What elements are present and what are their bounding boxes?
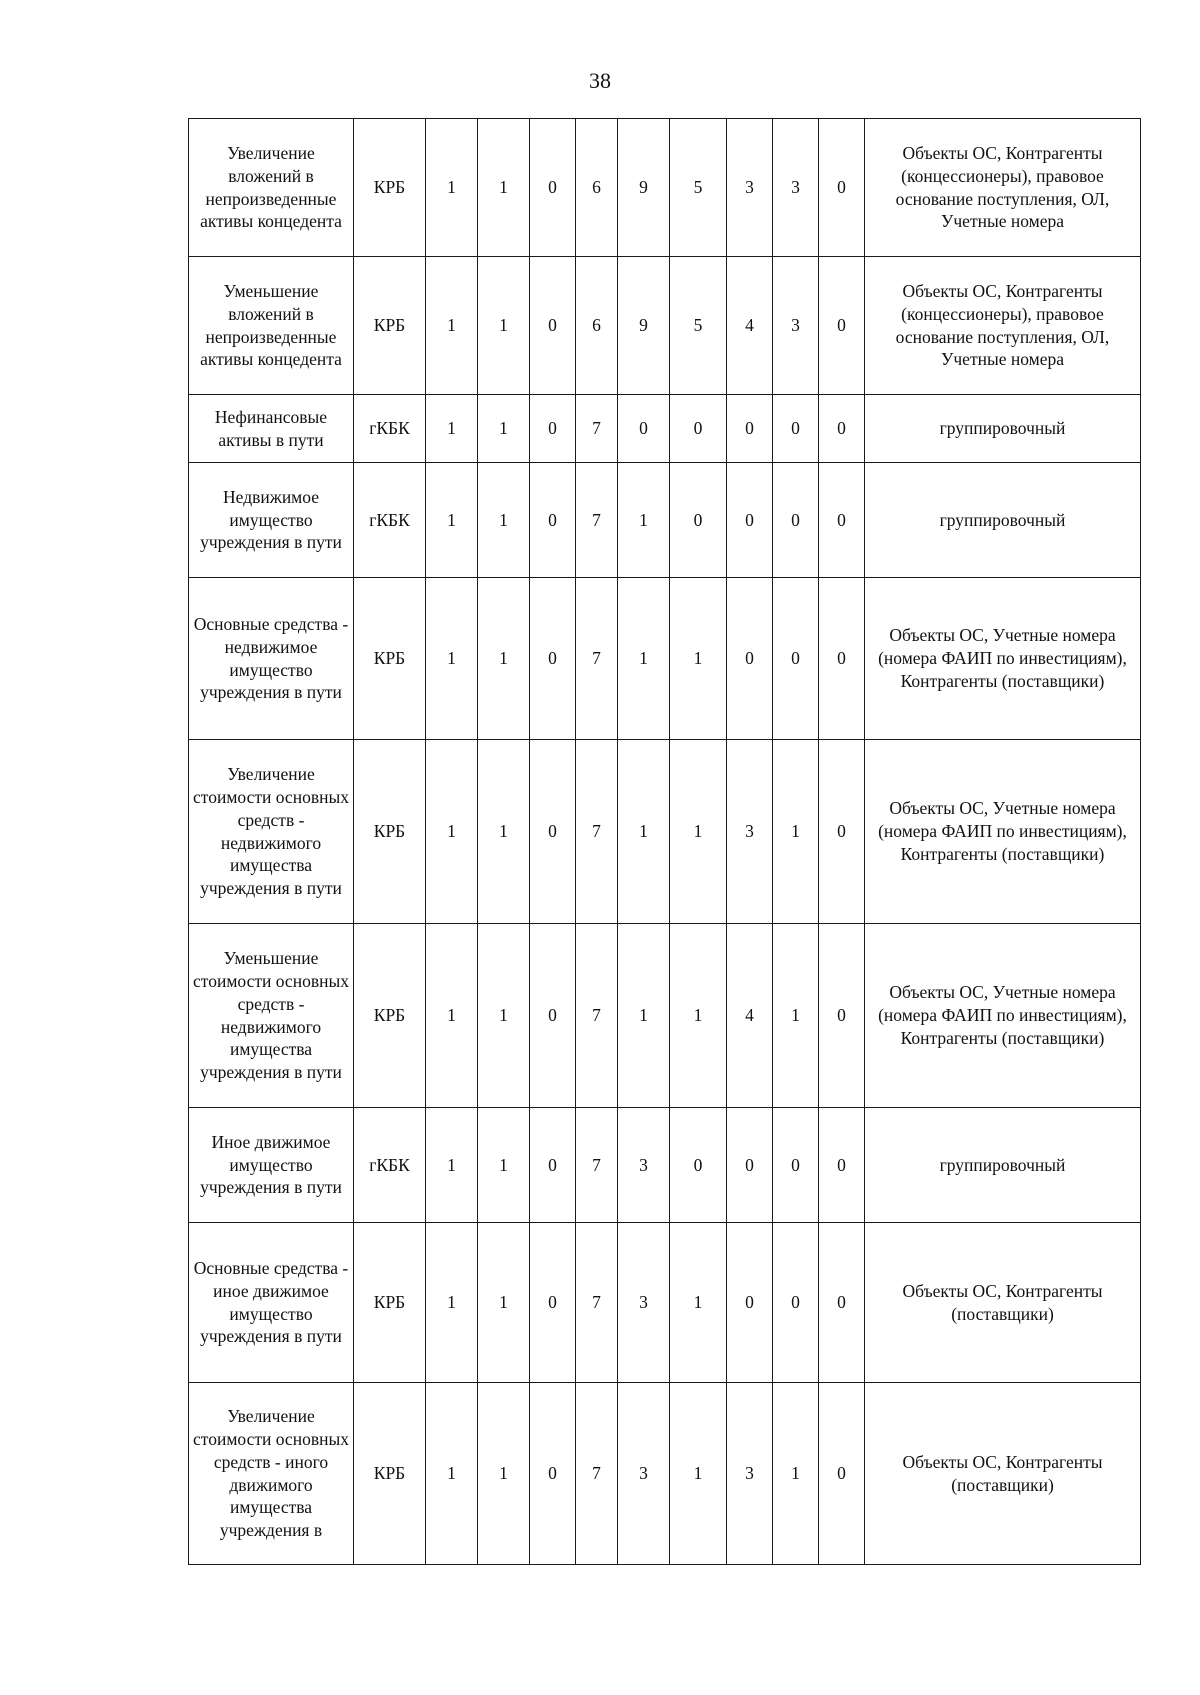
table-row — [189, 119, 1141, 257]
code-digit-cell: 0 — [670, 1108, 727, 1223]
code-digit-cell: 7 — [576, 1383, 618, 1565]
account-name-cell: Уменьшение вложений в непроизведенные активы концедента — [189, 257, 354, 395]
accounts-table-body — [189, 119, 1141, 1565]
code-digit-cell: 1 — [478, 119, 530, 257]
code-digit-cell: 1 — [478, 1223, 530, 1383]
code-digit-cell: 0 — [670, 463, 727, 578]
code-digit-cell: 6 — [576, 257, 618, 395]
code-digit-cell: 1 — [426, 395, 478, 463]
code-digit-cell: 1 — [478, 740, 530, 924]
code-digit-cell: 0 — [530, 578, 576, 740]
code-digit-cell: 1 — [773, 1383, 819, 1565]
code-digit-cell: 0 — [727, 463, 773, 578]
code-digit-cell: 0 — [727, 1223, 773, 1383]
code-digit-cell: 1 — [670, 1223, 727, 1383]
code-digit-cell: 1 — [426, 257, 478, 395]
code-digit-cell: 1 — [478, 924, 530, 1108]
code-digit-cell: 7 — [576, 740, 618, 924]
analytics-cell: Объекты ОС, Учетные номера (номера ФАИП по инвестициям), Контрагенты (поставщики) — [865, 924, 1141, 1108]
code-digit-cell: 5 — [670, 257, 727, 395]
code-digit-cell: 7 — [576, 578, 618, 740]
code-digit-cell: 0 — [773, 1223, 819, 1383]
code-digit-cell: 0 — [773, 578, 819, 740]
code-digit-cell: 3 — [773, 119, 819, 257]
code-digit-cell: 3 — [618, 1108, 670, 1223]
account-type-cell: гКБК — [354, 395, 426, 463]
code-digit-cell: 1 — [618, 924, 670, 1108]
code-digit-cell: 1 — [670, 578, 727, 740]
code-digit-cell: 0 — [819, 257, 865, 395]
code-digit-cell: 0 — [530, 257, 576, 395]
page-number: 38 — [589, 68, 611, 93]
account-type-cell: КРБ — [354, 1383, 426, 1565]
code-digit-cell: 1 — [426, 1223, 478, 1383]
analytics-cell: Объекты ОС, Учетные номера (номера ФАИП по инвестициям), Контрагенты (поставщики) — [865, 740, 1141, 924]
code-digit-cell: 1 — [478, 463, 530, 578]
code-digit-cell: 4 — [727, 257, 773, 395]
code-digit-cell: 0 — [727, 578, 773, 740]
analytics-cell: Объекты ОС, Контрагенты (поставщики) — [865, 1383, 1141, 1565]
code-digit-cell: 0 — [819, 119, 865, 257]
analytics-cell: группировочный — [865, 395, 1141, 463]
code-digit-cell: 4 — [727, 924, 773, 1108]
code-digit-cell: 9 — [618, 119, 670, 257]
account-name-cell: Увеличение стоимости основных средств - недвижимого имущества учреждения в пути — [189, 740, 354, 924]
code-digit-cell: 1 — [426, 1383, 478, 1565]
account-name-cell: Иное движимое имущество учреждения в пути — [189, 1108, 354, 1223]
account-type-cell: КРБ — [354, 119, 426, 257]
account-name-cell: Увеличение вложений в непроизведенные активы концедента — [189, 119, 354, 257]
analytics-cell: группировочный — [865, 463, 1141, 578]
code-digit-cell: 3 — [727, 1383, 773, 1565]
code-digit-cell: 7 — [576, 395, 618, 463]
code-digit-cell: 0 — [530, 1108, 576, 1223]
code-digit-cell: 3 — [618, 1383, 670, 1565]
code-digit-cell: 1 — [478, 1383, 530, 1565]
code-digit-cell: 7 — [576, 1108, 618, 1223]
code-digit-cell: 0 — [819, 1383, 865, 1565]
account-name-cell: Основные средства - недвижимое имущество учреждения в пути — [189, 578, 354, 740]
code-digit-cell: 7 — [576, 463, 618, 578]
code-digit-cell: 1 — [618, 740, 670, 924]
code-digit-cell: 0 — [530, 924, 576, 1108]
analytics-cell: Объекты ОС, Контрагенты (концессионеры), правовое основание поступления, ОЛ, Учетные номера — [865, 119, 1141, 257]
table-row — [189, 463, 1141, 578]
code-digit-cell: 3 — [618, 1223, 670, 1383]
code-digit-cell: 7 — [576, 924, 618, 1108]
table-row — [189, 1383, 1141, 1565]
code-digit-cell: 1 — [478, 578, 530, 740]
code-digit-cell: 0 — [530, 119, 576, 257]
analytics-cell: Объекты ОС, Контрагенты (поставщики) — [865, 1223, 1141, 1383]
code-digit-cell: 0 — [819, 924, 865, 1108]
code-digit-cell: 1 — [478, 1108, 530, 1223]
code-digit-cell: 0 — [819, 1108, 865, 1223]
code-digit-cell: 0 — [618, 395, 670, 463]
code-digit-cell: 0 — [727, 395, 773, 463]
code-digit-cell: 0 — [670, 395, 727, 463]
account-type-cell: КРБ — [354, 740, 426, 924]
table-row — [189, 578, 1141, 740]
table-row — [189, 924, 1141, 1108]
account-name-cell: Нефинансовые активы в пути — [189, 395, 354, 463]
code-digit-cell: 1 — [670, 740, 727, 924]
code-digit-cell: 1 — [670, 1383, 727, 1565]
code-digit-cell: 1 — [426, 578, 478, 740]
code-digit-cell: 0 — [819, 1223, 865, 1383]
analytics-cell: Объекты ОС, Учетные номера (номера ФАИП по инвестициям), Контрагенты (поставщики) — [865, 578, 1141, 740]
code-digit-cell: 0 — [773, 395, 819, 463]
code-digit-cell: 1 — [618, 578, 670, 740]
table-row — [189, 1108, 1141, 1223]
code-digit-cell: 0 — [530, 1383, 576, 1565]
code-digit-cell: 1 — [426, 740, 478, 924]
code-digit-cell: 1 — [478, 395, 530, 463]
code-digit-cell: 0 — [819, 395, 865, 463]
table-row — [189, 395, 1141, 463]
analytics-cell: группировочный — [865, 1108, 1141, 1223]
code-digit-cell: 9 — [618, 257, 670, 395]
code-digit-cell: 1 — [773, 924, 819, 1108]
code-digit-cell: 0 — [530, 740, 576, 924]
accounts-table — [188, 118, 1141, 1565]
code-digit-cell: 1 — [426, 119, 478, 257]
account-type-cell: гКБК — [354, 463, 426, 578]
analytics-cell: Объекты ОС, Контрагенты (концессионеры), правовое основание поступления, ОЛ, Учетные номера — [865, 257, 1141, 395]
account-name-cell: Уменьшение стоимости основных средств - недвижимого имущества учреждения в пути — [189, 924, 354, 1108]
code-digit-cell: 0 — [819, 463, 865, 578]
code-digit-cell: 1 — [426, 1108, 478, 1223]
account-name-cell: Увеличение стоимости основных средств - иного движимого имущества учреждения в — [189, 1383, 354, 1565]
code-digit-cell: 0 — [819, 740, 865, 924]
code-digit-cell: 0 — [727, 1108, 773, 1223]
account-name-cell: Недвижимое имущество учреждения в пути — [189, 463, 354, 578]
account-name-cell: Основные средства - иное движимое имущество учреждения в пути — [189, 1223, 354, 1383]
table-row — [189, 1223, 1141, 1383]
code-digit-cell: 3 — [727, 740, 773, 924]
code-digit-cell: 0 — [530, 395, 576, 463]
code-digit-cell: 3 — [727, 119, 773, 257]
account-type-cell: КРБ — [354, 257, 426, 395]
code-digit-cell: 1 — [773, 740, 819, 924]
code-digit-cell: 1 — [670, 924, 727, 1108]
code-digit-cell: 7 — [576, 1223, 618, 1383]
account-type-cell: гКБК — [354, 1108, 426, 1223]
table-row — [189, 740, 1141, 924]
code-digit-cell: 0 — [530, 1223, 576, 1383]
code-digit-cell: 1 — [426, 924, 478, 1108]
account-type-cell: КРБ — [354, 1223, 426, 1383]
table-row — [189, 257, 1141, 395]
account-type-cell: КРБ — [354, 924, 426, 1108]
code-digit-cell: 3 — [773, 257, 819, 395]
code-digit-cell: 1 — [426, 463, 478, 578]
code-digit-cell: 1 — [478, 257, 530, 395]
code-digit-cell: 1 — [618, 463, 670, 578]
code-digit-cell: 0 — [773, 463, 819, 578]
code-digit-cell: 5 — [670, 119, 727, 257]
account-type-cell: КРБ — [354, 578, 426, 740]
code-digit-cell: 0 — [819, 578, 865, 740]
code-digit-cell: 0 — [773, 1108, 819, 1223]
code-digit-cell: 6 — [576, 119, 618, 257]
code-digit-cell: 0 — [530, 463, 576, 578]
